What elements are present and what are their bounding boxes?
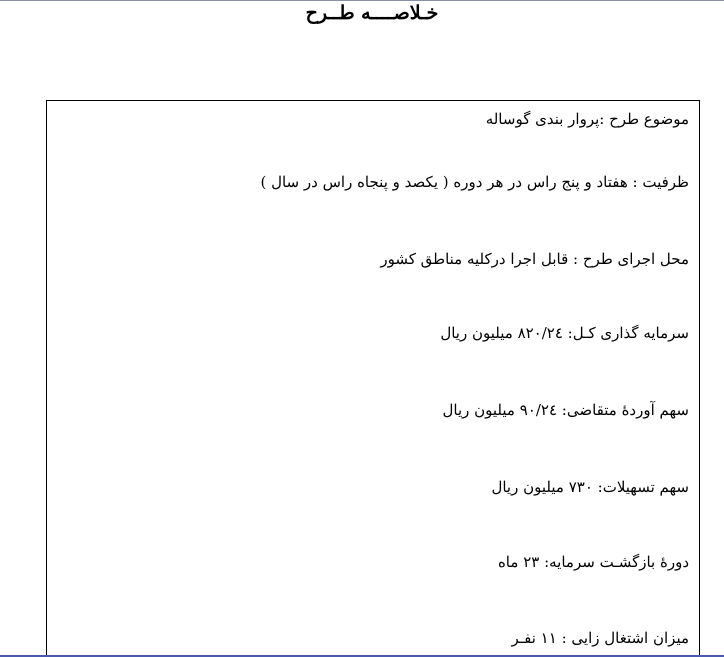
summary-box [46,100,700,657]
field-subject: موضوع طرح :پروار بندی گوساله [485,110,689,128]
field-facility-share: سهم تسهیلات: ۷۳۰ میلیون ریال [491,478,689,496]
field-payback-period: دورهٔ بازگشـت سرمایه: ۲۳ ماه [497,553,689,571]
page-title: خـلاصــــه طــرح [305,2,439,24]
field-employment: میزان اشتغال زایی : ۱۱ نفـر [511,629,689,647]
field-applicant-share: سهم آوردهٔ متقاضی: ۹۰/۲٤ میلیون ریال [442,401,689,419]
field-location: محل اجرای طرح : قابل اجرا درکلیه مناطق کشور [380,250,689,268]
field-total-investment: سرمایه گذاری کـل: ۸۲۰/۲٤ میلیون ریال [440,324,689,342]
field-capacity: ظرفیت : هفتاد و پنج راس در هر دوره ( یکصد و پنجاه راس در سال ) [260,173,689,191]
